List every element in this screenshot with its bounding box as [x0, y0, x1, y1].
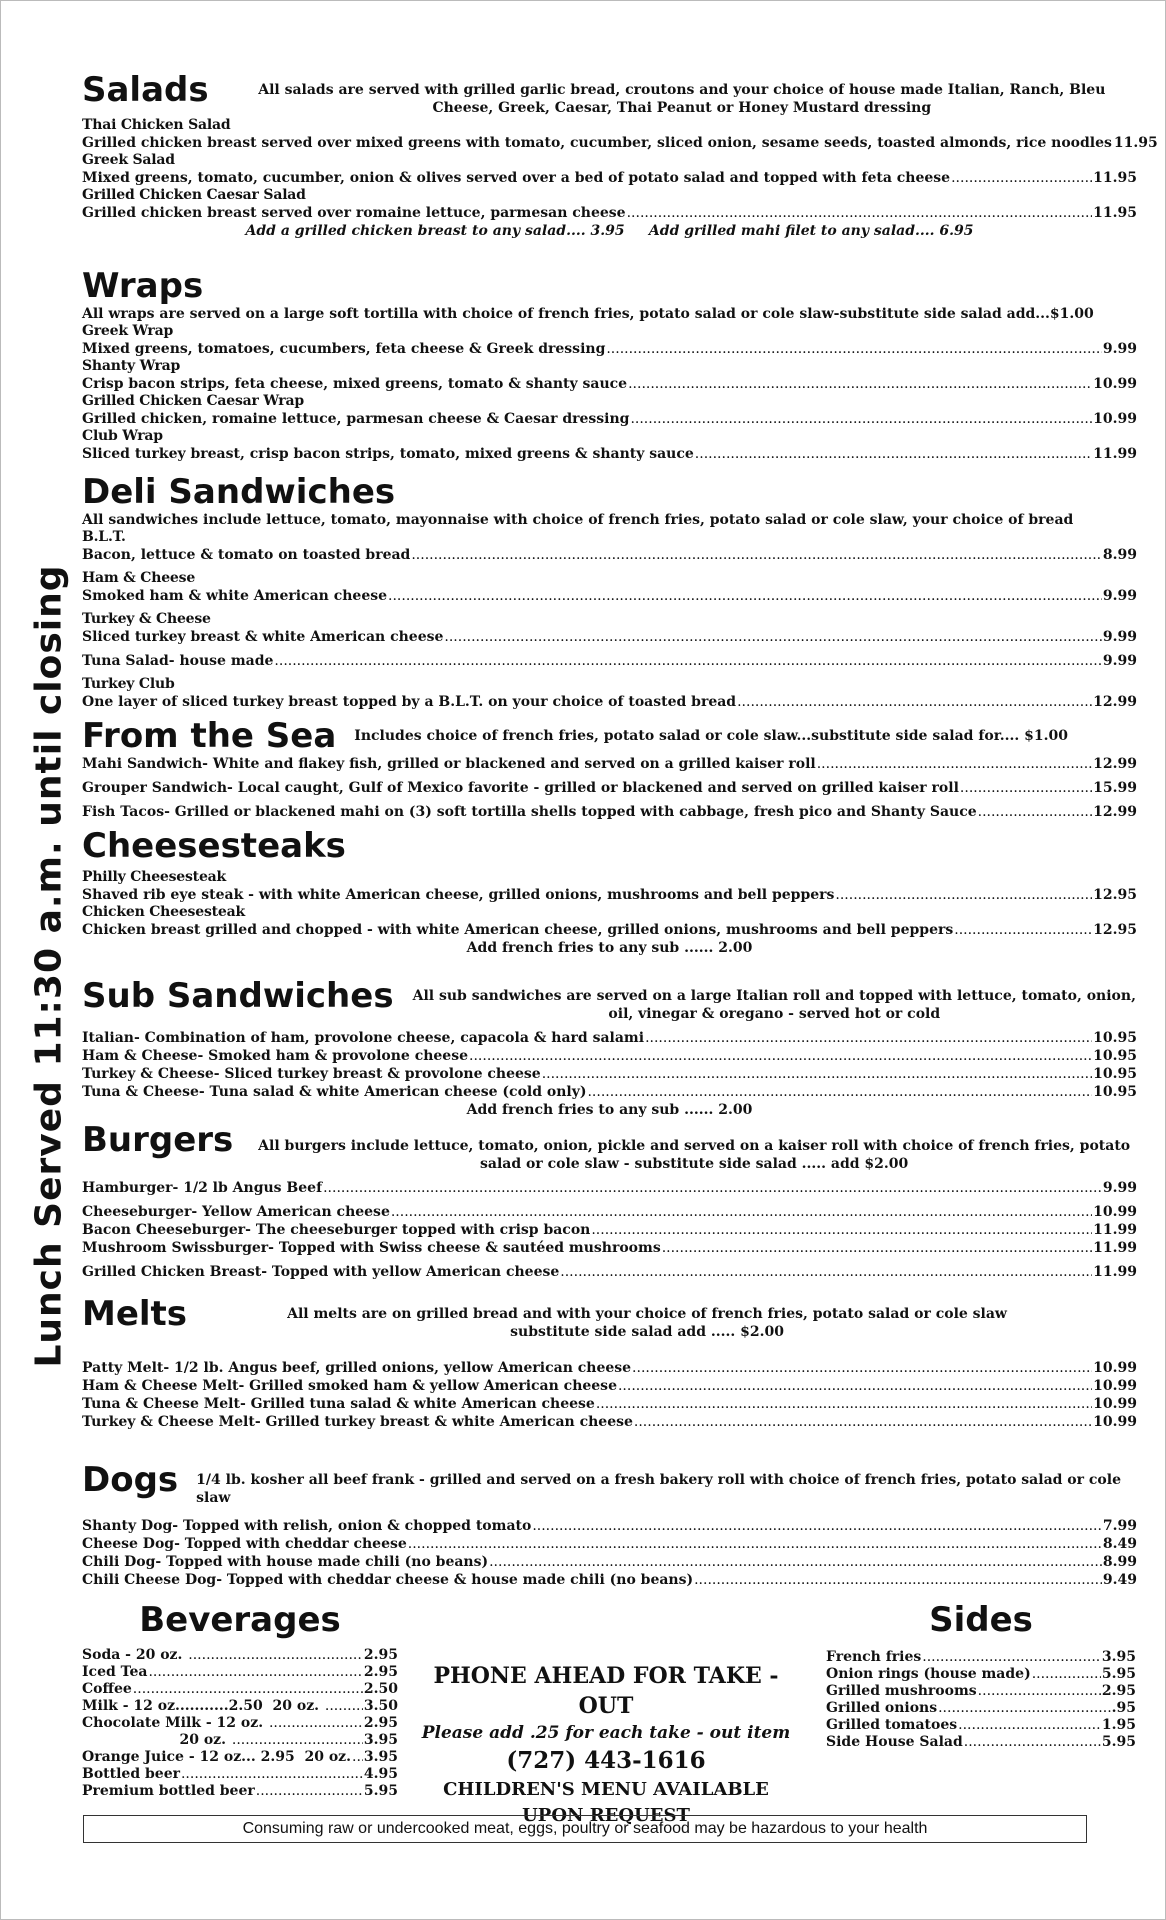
beverages-title: Beverages: [139, 1600, 341, 1640]
dogs-title: Dogs: [82, 1460, 179, 1500]
menu-item: Premium bottled beer ..... 5.95: [82, 1783, 398, 1800]
subs-section: [82, 977, 1137, 1119]
menu-item: Grilled Chicken Breast - Topped with yellow American cheese ..... 11.99: [82, 1263, 1137, 1281]
menu-item: Side House Salad ..... 5.95: [826, 1734, 1136, 1751]
item-name: Shanty Wrap: [82, 358, 181, 374]
phone-number: (727) 443-1616: [506, 1747, 706, 1774]
menu-item: Grilled tomatoes ..... 1.95: [826, 1717, 1136, 1734]
salads-addon: Add a grilled chicken breast to any salad.... 3.95 Add grilled mahi filet to any salad.... 6.95: [245, 223, 974, 239]
menu-item: Grilled onions ..... .95: [826, 1700, 1136, 1717]
item-name: Ham & Cheese: [82, 570, 196, 586]
menu-item: Ham & Cheese - Smoked ham & provolone cheese ..... 10.95: [82, 1047, 1137, 1065]
item-name: Greek Wrap: [82, 323, 174, 339]
burgers-section: [82, 1121, 1137, 1281]
menu-item: Chocolate Milk - 12 oz. ..... 2.95: [82, 1715, 398, 1732]
menu-item: Mixed greens, tomatoes, cucumbers, feta cheese & Greek dressing ..... 9.99: [82, 340, 1137, 358]
deli-title: Deli Sandwiches: [82, 472, 396, 512]
menu-item: Italian - Combination of ham, provolone cheese, capacola & hard salami ..... 10.95: [82, 1029, 1137, 1047]
subs-addon: Add french fries to any sub ...... 2.00: [466, 1102, 753, 1118]
melts-note: All melts are on grilled bread and with your choice of french fries, potato salad or cole slaw substitute side salad add ..... $2.00: [287, 1306, 1007, 1340]
childrens-menu: CHILDREN'S MENU AVAILABLE: [443, 1779, 769, 1800]
takeout-info: [406, 1661, 806, 1829]
takeout-heading: PHONE AHEAD FOR TAKE - OUT: [433, 1663, 779, 1719]
menu-item: Ham & Cheese Melt - Grilled smoked ham & yellow American cheese ..... 10.99: [82, 1377, 1137, 1395]
menu-item: Mahi Sandwich - White and flakey fish, grilled or blackened and served on a grilled kaiser roll ..... 12.99: [82, 755, 1137, 773]
menu-item: Smoked ham & white American cheese ..... 9.99: [82, 587, 1137, 605]
health-warning: Consuming raw or undercooked meat, eggs, poultry or seafood may be hazardous to your health: [83, 1815, 1087, 1843]
item-name: B.L.T.: [82, 529, 126, 545]
item-name: Club Wrap: [82, 428, 163, 444]
sides-title: Sides: [929, 1600, 1033, 1640]
sea-title: From the Sea: [82, 716, 337, 756]
menu-item: Shaved rib eye steak - with white American cheese, grilled onions, mushrooms and bell peppers ..... 12.95: [82, 886, 1137, 904]
menu-item: Tuna & Cheese Melt - Grilled tuna salad & white American cheese ..... 10.99: [82, 1395, 1137, 1413]
menu-item: Milk - 12 oz...........2.50 20 oz. ..... 3.50: [82, 1698, 398, 1715]
childrens-menu-request: UPON REQUEST: [522, 1805, 690, 1826]
cheesesteaks-section: [82, 827, 1137, 957]
menu-item: Grilled chicken breast served over mixed greens with tomato, cucumber, sliced onion, sesame seeds, toasted almonds, rice noodles 11.95: [82, 135, 1158, 151]
item-name: Thai Chicken Salad: [82, 117, 231, 133]
menu-item: Hamburger - 1/2 lb Angus Beef ..... 9.99: [82, 1179, 1137, 1197]
deli-section: [82, 473, 1137, 711]
item-name: Turkey & Cheese: [82, 611, 211, 627]
cheesesteaks-title: Cheesesteaks: [82, 826, 346, 866]
menu-item: One layer of sliced turkey breast topped by a B.L.T. on your choice of toasted bread ..... 12.99: [82, 693, 1137, 711]
sea-section: [82, 717, 1137, 821]
menu-item: Turkey & Cheese Melt - Grilled turkey breast & white American cheese ..... 10.99: [82, 1413, 1137, 1431]
melts-title: Melts: [82, 1294, 188, 1334]
menu-item: Tuna & Cheese - Tuna salad & white American cheese (cold only) ..... 10.95: [82, 1083, 1137, 1101]
salads-title: Salads: [82, 70, 209, 110]
menu-item: Orange Juice - 12 oz... 2.95 20 oz. ..... 3.95: [82, 1749, 398, 1766]
menu-item: Fish Tacos - Grilled or blackened mahi on (3) soft tortilla shells topped with cabbage, fresh pico and Shanty Sauce ..... 12.99: [82, 803, 1137, 821]
menu-item: Patty Melt - 1/2 lb. Angus beef, grilled onions, yellow American cheese ..... 10.99: [82, 1359, 1137, 1377]
menu-item: 20 oz. ..... 3.95: [82, 1732, 398, 1749]
menu-item: Onion rings (house made) ..... 5.95: [826, 1666, 1136, 1683]
takeout-surcharge: Please add .25 for each take - out item: [421, 1723, 791, 1743]
subs-note: All sub sandwiches are served on a large Italian roll and topped with lettuce, tomato, onion, oil, vinegar & oregano - served hot or cold: [412, 988, 1136, 1022]
menu-item: Iced Tea ..... 2.95: [82, 1664, 398, 1681]
sides-section: [826, 1601, 1136, 1751]
item-name: Chicken Cheesesteak: [82, 904, 245, 920]
subs-title: Sub Sandwiches: [82, 976, 394, 1016]
menu-item: Bottled beer ..... 4.95: [82, 1766, 398, 1783]
menu-item: Sliced turkey breast & white American cheese ..... 9.99: [82, 628, 1137, 646]
wraps-section: [82, 267, 1137, 463]
menu-item: Tuna Salad - house made ..... 9.99: [82, 652, 1137, 670]
wraps-title: Wraps: [82, 266, 204, 306]
menu-item: Bacon, lettuce & tomato on toasted bread ..... 8.99: [82, 546, 1137, 564]
menu-item: Chicken breast grilled and chopped - with white American cheese, grilled onions, mushrooms and bell peppers ..... 12.95: [82, 921, 1137, 939]
lunch-banner: Lunch Served 11:30 a.m. until closing: [28, 564, 70, 1368]
menu-item: Grouper Sandwich - Local caught, Gulf of Mexico favorite - grilled or blackened and served on grilled kaiser roll ..... 15.99: [82, 779, 1137, 797]
melts-section: [82, 1295, 1137, 1431]
menu-item: Soda - 20 oz. ..... 2.95: [82, 1647, 398, 1664]
menu-item: Grilled mushrooms ..... 2.95: [826, 1683, 1136, 1700]
item-name: Turkey Club: [82, 676, 175, 692]
wraps-note: All wraps are served on a large soft tortilla with choice of french fries, potato salad or cole slaw-substitute side salad add...$1.00: [82, 306, 1094, 322]
menu-item: Turkey & Cheese - Sliced turkey breast & provolone cheese ..... 10.95: [82, 1065, 1137, 1083]
item-name: Grilled Chicken Caesar Salad: [82, 187, 306, 203]
menu-item: Coffee ..... 2.50: [82, 1681, 398, 1698]
burgers-title: Burgers: [82, 1120, 234, 1160]
deli-note: All sandwiches include lettuce, tomato, mayonnaise with choice of french fries, potato salad or cole slaw, your choice of bread: [82, 512, 1074, 528]
menu-item: Mixed greens, tomato, cucumber, onion & olives served over a bed of potato salad and topped with feta cheese ..... 11.95: [82, 169, 1137, 187]
menu-item: Mushroom Swissburger - Topped with Swiss cheese & sautéed mushrooms ..... 11.99: [82, 1239, 1137, 1257]
burgers-note: All burgers include lettuce, tomato, onion, pickle and served on a kaiser roll with choice of french fries, potato salad or cole slaw - substitute side salad ..... add $2.00: [258, 1138, 1131, 1172]
menu-item: Chili Dog - Topped with house made chili (no beans) ..... 8.99: [82, 1553, 1137, 1571]
item-name: Philly Cheesesteak: [82, 869, 227, 885]
item-name: Grilled Chicken Caesar Wrap: [82, 393, 304, 409]
item-name: Greek Salad: [82, 152, 175, 168]
menu-item: Grilled chicken, romaine lettuce, parmesan cheese & Caesar dressing ..... 10.99: [82, 410, 1137, 428]
menu-item: Shanty Dog - Topped with relish, onion & chopped tomato ..... 7.99: [82, 1517, 1137, 1535]
menu-item: Grilled chicken breast served over romaine lettuce, parmesan cheese ..... 11.95: [82, 204, 1137, 222]
menu-item: Chili Cheese Dog - Topped with cheddar cheese & house made chili (no beans) ..... 9.49: [82, 1571, 1137, 1589]
beverages-section: [82, 1601, 398, 1800]
menu-item: Sliced turkey breast, crisp bacon strips, tomato, mixed greens & shanty sauce ..... 11.99: [82, 445, 1137, 463]
sea-note: Includes choice of french fries, potato salad or cole slaw...substitute side salad for.... $1.00: [354, 728, 1068, 744]
salads-note: All salads are served with grilled garlic bread, croutons and your choice of house made Italian, Ranch, Bleu Cheese, Greek, Caesar, Thai Peanut or Honey Mustard dressing: [258, 82, 1106, 116]
salads-section: [82, 70, 1158, 240]
menu-item: Cheese Dog - Topped with cheddar cheese ..... 8.49: [82, 1535, 1137, 1553]
cheesesteaks-addon: Add french fries to any sub ...... 2.00: [466, 940, 753, 956]
menu-item: Crisp bacon strips, feta cheese, mixed greens, tomato & shanty sauce ..... 10.99: [82, 375, 1137, 393]
menu-item: Bacon Cheeseburger - The cheeseburger topped with crisp bacon ..... 11.99: [82, 1221, 1137, 1239]
menu-item: Cheeseburger - Yellow American cheese ..... 10.99: [82, 1203, 1137, 1221]
menu-item: French fries ..... 3.95: [826, 1649, 1136, 1666]
dogs-section: [82, 1461, 1137, 1589]
dogs-note: 1/4 lb. kosher all beef frank - grilled and served on a fresh bakery roll with choice of french fries, potato salad or cole slaw: [196, 1472, 1121, 1506]
